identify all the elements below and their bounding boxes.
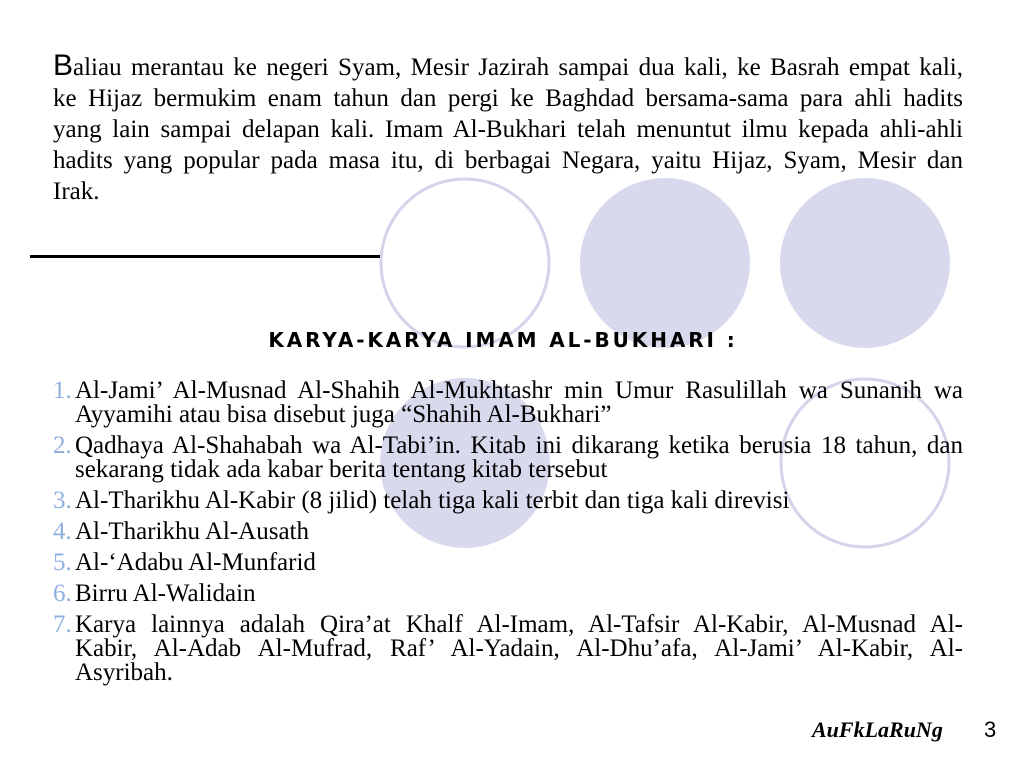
list-item-line: Al-‘Adabu Al-Munfarid: [75, 549, 316, 576]
intro-paragraph: [53, 49, 963, 207]
list-item-line: Kabir, Al-Adab Al-Mufrad, Raf’ Al-Yadain, Al-Dhu’afa, Al-Jami’ Al-Kabir, Al-: [75, 635, 963, 662]
list-item-line: Al-Tharikhu Al-Kabir (8 jilid) telah tiga kali terbit dan tiga kali direvisi: [75, 487, 790, 514]
list-item-line: Ayyamihi atau bisa disebut juga “Shahih Al-Bukhari”: [75, 401, 612, 428]
list-item-line: sekarang tidak ada kabar berita tentang kitab tersebut: [75, 456, 608, 483]
page-number: 3: [984, 717, 997, 742]
list-item: [53, 379, 963, 427]
list-item-line: Asyribah.: [75, 659, 173, 686]
list-number: 3.: [53, 487, 72, 514]
drop-cap: B: [53, 49, 74, 82]
list-item-line: Al-Tharikhu Al-Ausath: [75, 518, 309, 545]
intro-line: ke Hijaz bermukim enam tahun dan pergi ke Baghdad bersama-sama para ahli hadits: [53, 85, 963, 112]
list-item: [53, 613, 963, 685]
list-item: [53, 520, 963, 544]
list-number: 4.: [53, 518, 72, 545]
intro-line: yang lain sampai delapan kali. Imam Al-Bukhari telah menuntut ilmu kepada ahli-ahli: [53, 116, 963, 143]
intro-line: hadits yang popular pada masa itu, di berbagai Negara, yaitu Hijaz, Syam, Mesir dan: [53, 147, 963, 174]
list-number: 2.: [53, 432, 72, 459]
list-item: [53, 582, 963, 606]
works-list: [53, 379, 963, 692]
list-item: [53, 551, 963, 575]
list-item: [53, 434, 963, 482]
horizontal-rule: [30, 255, 380, 258]
footer-signature: AuFkLaRuNg: [812, 717, 943, 742]
list-item-line: Al-Jami’ Al-Musnad Al-Shahih Al-Mukhtashr min Umur Rasulillah wa Sunanih wa: [75, 377, 963, 404]
intro-line: [53, 49, 963, 83]
section-heading: KARYA-KARYA IMAM AL-BUKHARI :: [268, 328, 738, 352]
intro-line: Irak.: [53, 178, 100, 205]
list-item-line: Qadhaya Al-Shahabah wa Al-Tabi’in. Kitab ini dikarang ketika berusia 18 tahun, dan: [75, 432, 963, 459]
list-number: 7.: [53, 611, 72, 638]
list-number: 1.: [53, 377, 72, 404]
list-number: 5.: [53, 549, 72, 576]
list-item-line: Karya lainnya adalah Qira’at Khalf Al-Imam, Al-Tafsir Al-Kabir, Al-Musnad Al-: [75, 611, 963, 638]
list-item-line: Birru Al-Walidain: [75, 580, 256, 607]
list-number: 6.: [53, 580, 72, 607]
list-item: [53, 489, 963, 513]
intro-line-text: aliau merantau ke negeri Syam, Mesir Jazirah sampai dua kali, ke Basrah empat kali,: [73, 54, 963, 81]
